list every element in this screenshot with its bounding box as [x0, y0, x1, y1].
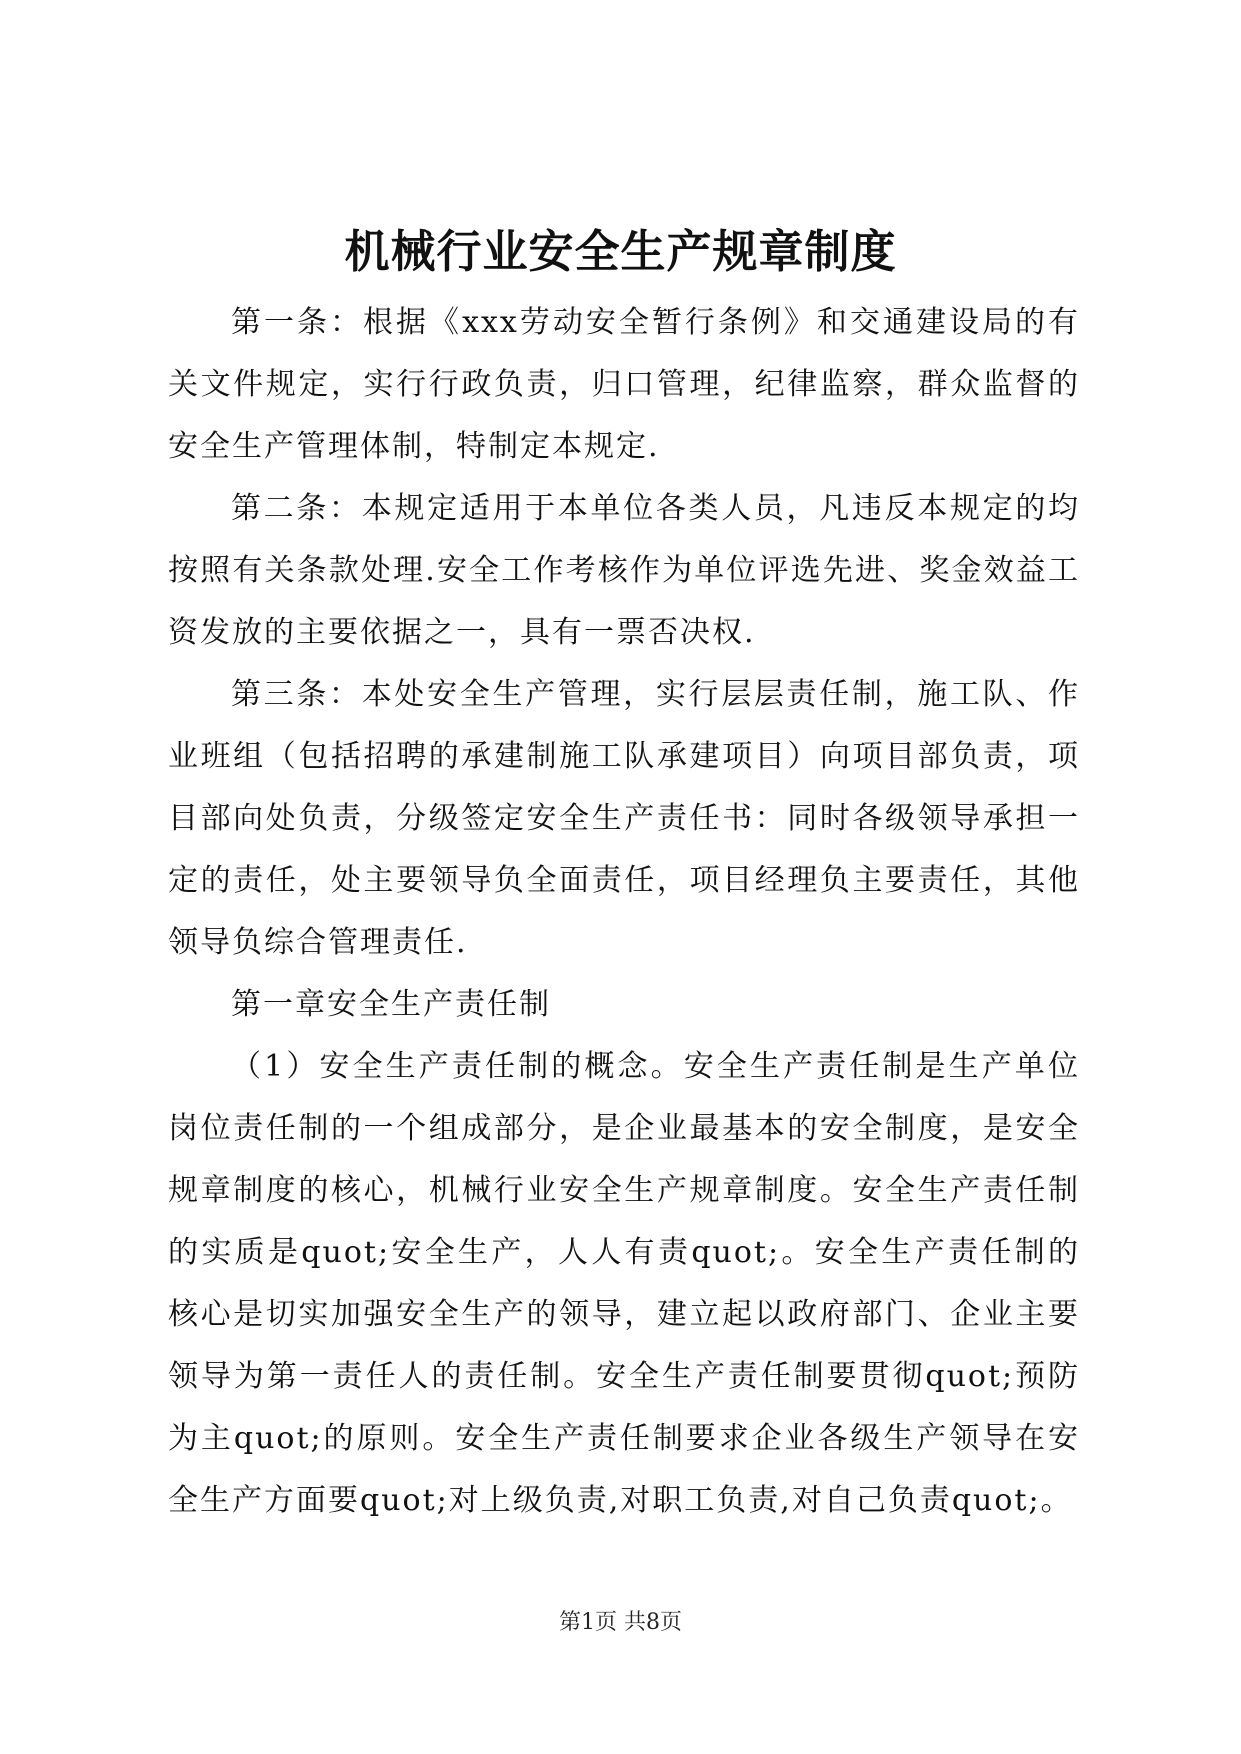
page-number-footer: 第1页 共8页 — [559, 1610, 682, 1635]
document-body — [168, 292, 1080, 1532]
section-1-paragraph: （1）安全生产责任制的概念。安全生产责任制是生产单位岗位责任制的一个组成部分，是企业最基本的安全制度，是安全规章制度的核心，机械行业安全生产规章制度。安全生产责任制的实质是quot;安全生产，人人有责quot;。安全生产责任制的核心是切实加强安全生产的领导，建立起以政府部门、企业主要领导为第一责任人的责任制。安全生产责任制要贯彻quot;预防为主quot;的原则。安全生产责任制要求企业各级生产领导在安全生产方面要quot;对上级负责,对职工负责,对自己负责quot;。 — [168, 1049, 1080, 1518]
article-2-paragraph: 第二条：本规定适用于本单位各类人员，凡违反本规定的均按照有关条款处理.安全工作考核作为单位评选先进、奖金效益工资发放的主要依据之一，具有一票否决权. — [168, 491, 1080, 650]
article-3-paragraph: 第三条：本处安全生产管理，实行层层责任制，施工队、作业班组（包括招聘的承建制施工队承建项目）向项目部负责，项目部向处负责，分级签定安全生产责任书：同时各级领导承担一定的责任，处主要领导负全面责任，项目经理负主要责任，其他领导负综合管理责任. — [168, 677, 1080, 960]
chapter-1-heading: 第一章安全生产责任制 — [231, 987, 551, 1022]
article-1-paragraph: 第一条：根据《xxx劳动安全暂行条例》和交通建设局的有关文件规定，实行行政负责，归口管理，纪律监察，群众监督的安全生产管理体制，特制定本规定. — [168, 305, 1080, 464]
document-title: 机械行业安全生产规章制度 — [344, 225, 897, 278]
